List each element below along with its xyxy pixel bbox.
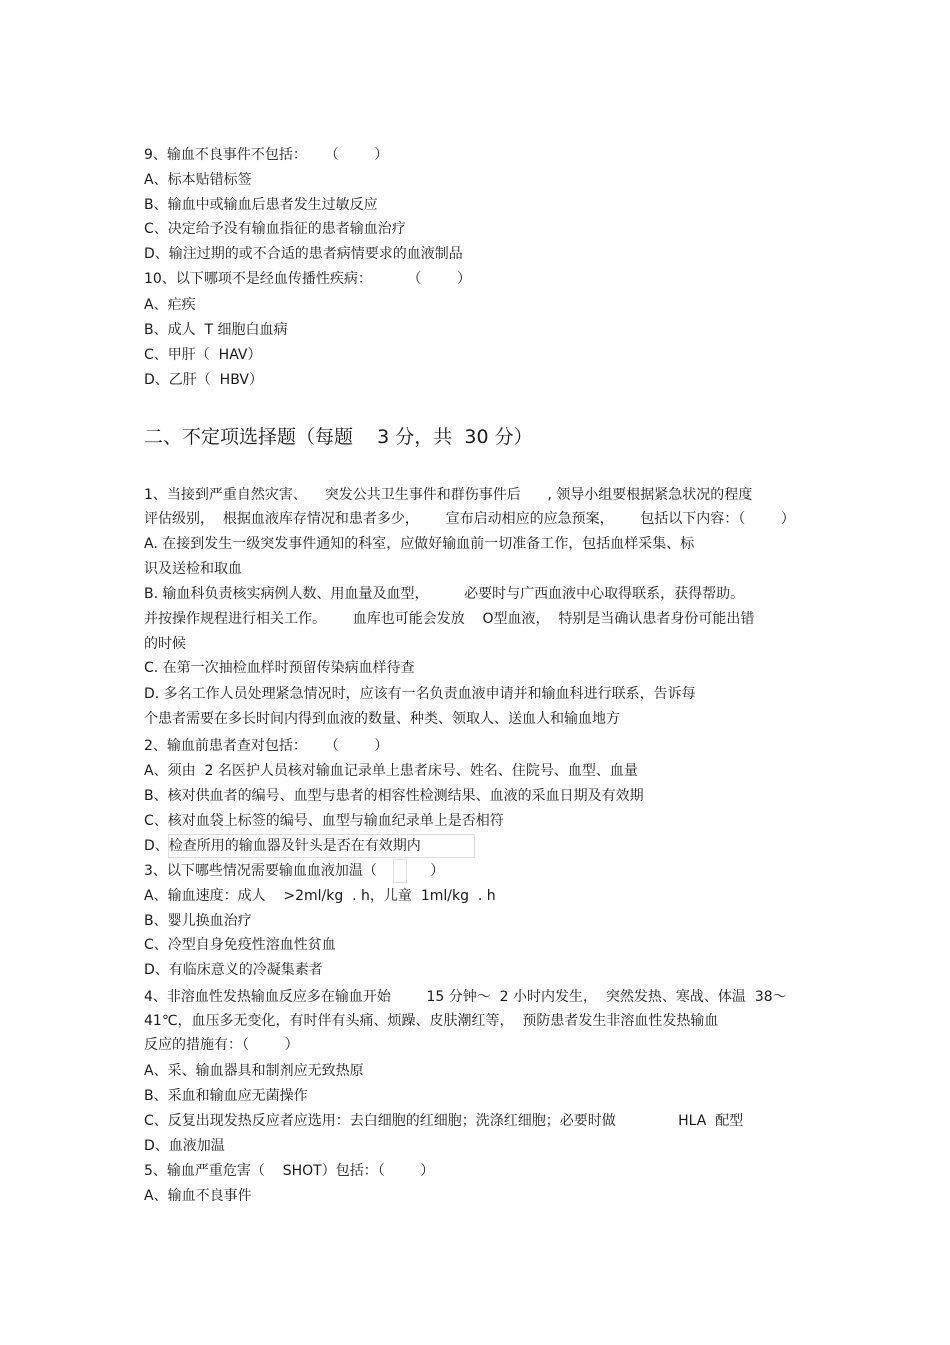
question-3-option-a: A、输血速度：成人 >2ml/kg . h，儿童 1ml/kg . h [144, 888, 496, 904]
question-1-option-d-line-1: D. 多名工作人员处理紧急情况时，应该有一名负责血液申请并和输血科进行联系，告诉每 [144, 686, 696, 702]
question-2-option-c: C、核对血袋上标签的编号、血型与输血纪录单上是否相符 [144, 813, 504, 829]
section-2-title: 二、不定项选择题（每题 3 分，共 30 分） [144, 426, 533, 448]
question-10-option-a: A、疟疾 [144, 297, 196, 313]
question-9-stem: 9、输血不良事件不包括： （ ） [144, 147, 389, 163]
question-1-option-d-line-2: 个患者需要在多长时间内得到血液的数量、种类、领取人、送血人和输血地方 [144, 711, 620, 727]
question-2-option-a: A、须由 2 名医护人员核对输血记录单上患者床号、姓名、住院号、血型、血量 [144, 763, 638, 779]
question-1-option-a-line-2: 识及送检和取血 [144, 561, 242, 577]
question-5-option-a: A、输血不良事件 [144, 1188, 252, 1204]
question-4-stem-line-2: 41℃，血压多无变化，有时伴有头痛、烦躁、皮肤潮红等， 预防患者发生非溶血性发热输血 [144, 1013, 719, 1029]
question-4-option-d: D、血液加温 [144, 1138, 225, 1154]
question-5-stem: 5、输血严重危害（ SHOT）包括：（ ） [144, 1163, 435, 1179]
question-1-option-b-line-1: B. 输血科负责核实病例人数、用血量及血型， 必要时与广西血液中心取得联系，获得帮助。 [144, 586, 745, 602]
question-2-option-b: B、核对供血者的编号、血型与患者的相容性检测结果、血液的采血日期及有效期 [144, 788, 644, 804]
question-10-option-c: C、甲肝（ HAV） [144, 347, 262, 363]
question-3-option-b: B、婴儿换血治疗 [144, 913, 252, 929]
question-1-option-a-line-1: A. 在接到发生一级突发事件通知的科室，应做好输血前一切准备工作，包括血样采集、标 [144, 536, 695, 552]
question-10-stem: 10、以下哪项不是经血传播性疾病： （ ） [144, 271, 472, 287]
question-1-option-b-line-2: 并按操作规程进行相关工作。 血库也可能会发放 O型血液， 特别是当确认患者身份可能出错 [144, 611, 755, 627]
question-1-stem-line-1: 1、当接到严重自然灾害、 突发公共卫生事件和群伤事件后 , 领导小组要根据紧急状况的程度 [144, 487, 753, 503]
question-3-stem: 3、以下哪些情况需要输血血液加温（ ） [144, 863, 445, 879]
question-10-option-d: D、乙肝（ HBV） [144, 372, 263, 388]
question-3-option-c: C、冷型自身免疫性溶血性贫血 [144, 937, 336, 953]
question-4-stem-line-3: 反应的措施有：（ ） [144, 1037, 299, 1053]
question-1-option-c: C. 在第一次抽检血样时预留传染病血样待查 [144, 660, 415, 676]
question-3-option-d: D、有临床意义的冷凝集素者 [144, 962, 323, 978]
question-9-option-c: C、决定给予没有输血指征的患者输血治疗 [144, 221, 406, 237]
question-1-stem-line-2: 评估级别， 根据血液库存情况和患者多少， 宣布启动相应的应急预案， 包括以下内容：（ ） [144, 511, 795, 527]
question-9-option-b: B、输血中或输血后患者发生过敏反应 [144, 197, 378, 213]
question-2-stem: 2、输血前患者查对包括： （ ） [144, 738, 389, 754]
question-4-option-a: A、采、输血器具和制剂应无致热原 [144, 1063, 364, 1079]
question-10-option-b: B、成人 T 细胞白血病 [144, 322, 288, 338]
question-1-option-b-line-3: 的时候 [144, 636, 186, 652]
question-4-stem-line-1: 4、非溶血性发热输血反应多在输血开始 15 分钟～ 2 小时内发生， 突然发热、寒战、体温 38～ [144, 989, 787, 1005]
question-4-option-b: B、采血和输血应无菌操作 [144, 1088, 308, 1104]
question-9-option-a: A、标本贴错标签 [144, 172, 252, 188]
question-9-option-d: D、输注过期的或不合适的患者病情要求的血液制品 [144, 246, 463, 262]
question-4-option-c: C、反复出现发热反应者应选用：去白细胞的红细胞；洗涤红细胞；必要时做 HLA 配型 [144, 1113, 744, 1129]
question-2-option-d: D、检查所用的输血器及针头是否在有效期内 [144, 838, 421, 854]
